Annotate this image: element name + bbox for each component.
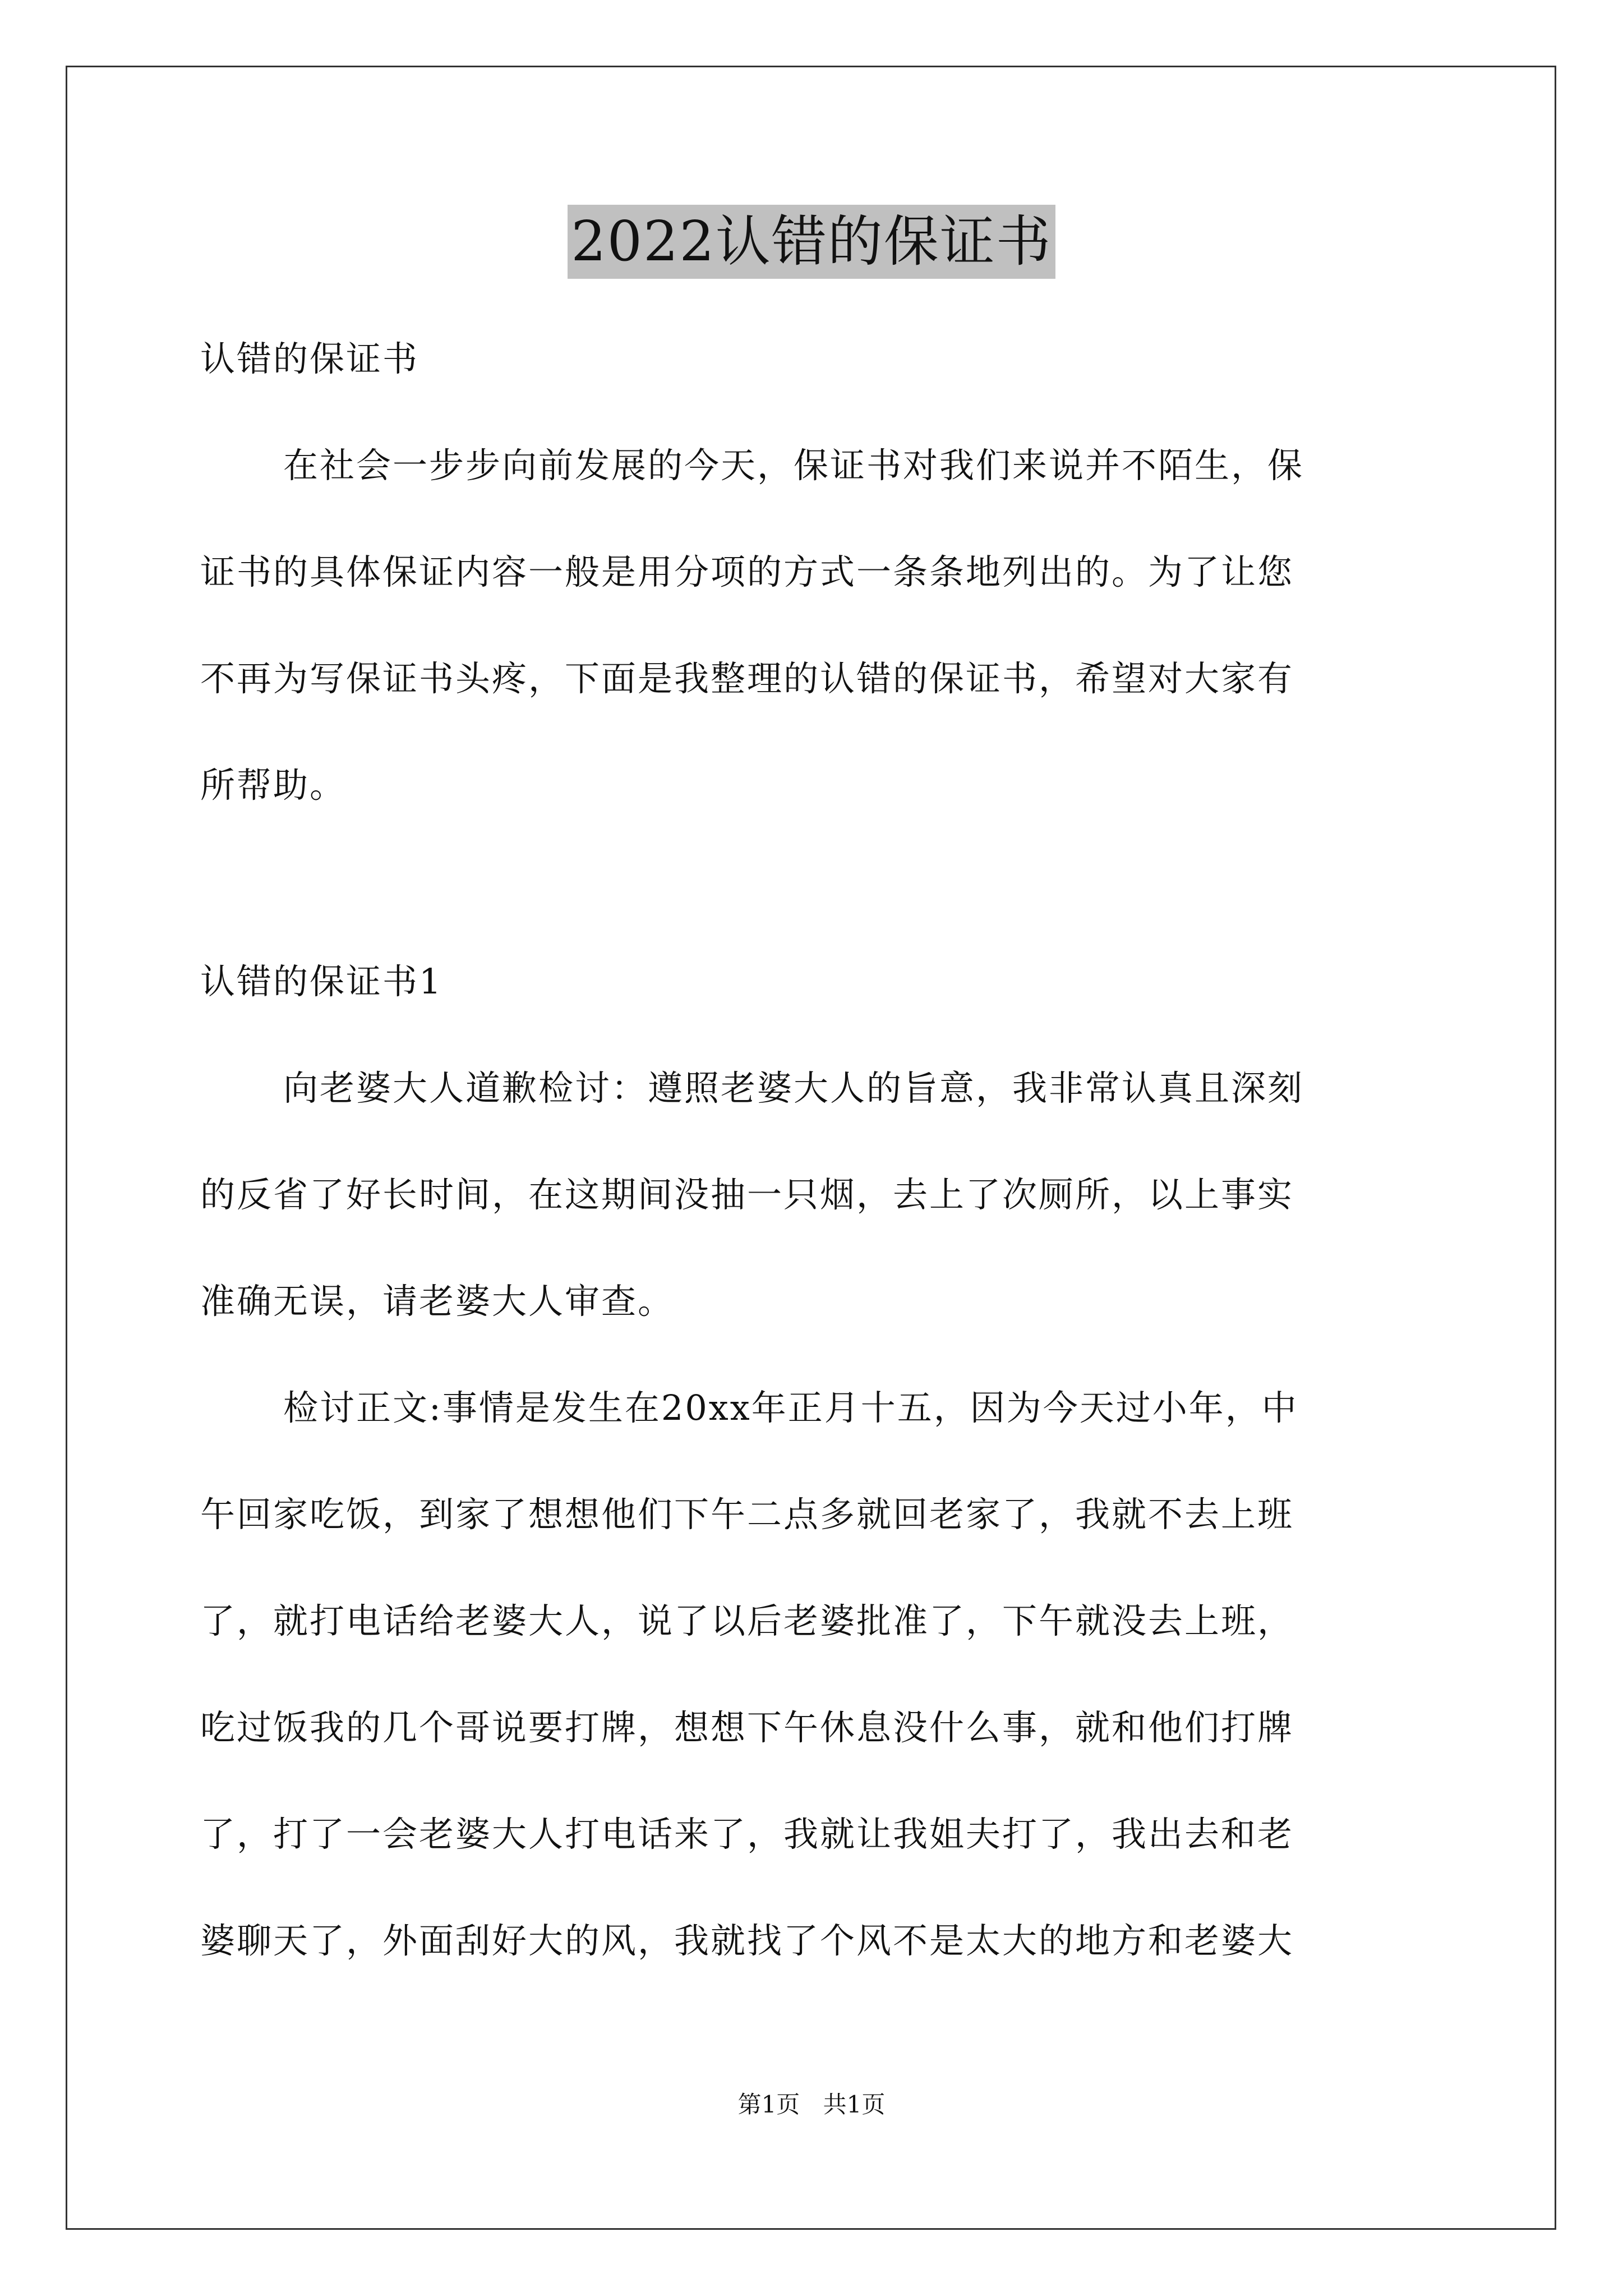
paragraph-line: 午回家吃饭，到家了想想他们下午二点多就回老家了，我就不去上班 [200, 1494, 1294, 1535]
paragraph-line: 了，就打电话给老婆大人，说了以后老婆批准了，下午就没去上班， [200, 1600, 1294, 1641]
section-heading: 认错的保证书1 [200, 961, 443, 1002]
title-container [0, 205, 1623, 279]
paragraph-line: 吃过饭我的几个哥说要打牌，想想下午休息没什么事，就和他们打牌 [200, 1707, 1294, 1748]
paragraph-line: 准确无误，请老婆大人审查。 [200, 1281, 675, 1322]
paragraph-line: 不再为写保证书头疼，下面是我整理的认错的保证书，希望对大家有 [200, 658, 1294, 699]
document-title: 2022认错的保证书 [568, 205, 1055, 279]
section-heading: 认错的保证书 [200, 338, 419, 379]
paragraph-line: 检讨正文:事情是发生在20xx年正月十五，因为今天过小年，中 [283, 1387, 1298, 1428]
paragraph-line: 的反省了好长时间，在这期间没抽一只烟，去上了次厕所，以上事实 [200, 1174, 1294, 1215]
paragraph-line: 所帮助。 [200, 765, 347, 806]
page-footer [0, 2088, 1623, 2122]
paragraph-line: 向老婆大人道歉检讨：遵照老婆大人的旨意，我非常认真且深刻 [283, 1068, 1304, 1108]
page-number: 第1页 [737, 2091, 800, 2118]
paragraph-line: 证书的具体保证内容一般是用分项的方式一条条地列出的。为了让您 [200, 551, 1294, 592]
paragraph-line: 了，打了一会老婆大人打电话来了，我就让我姐夫打了，我出去和老 [200, 1814, 1294, 1855]
page-total: 共1页 [823, 2091, 886, 2118]
page-border [66, 66, 1556, 2230]
paragraph-line: 婆聊天了，外面刮好大的风，我就找了个风不是太大的地方和老婆大 [200, 1920, 1294, 1961]
paragraph-line: 在社会一步步向前发展的今天，保证书对我们来说并不陌生，保 [283, 445, 1304, 486]
